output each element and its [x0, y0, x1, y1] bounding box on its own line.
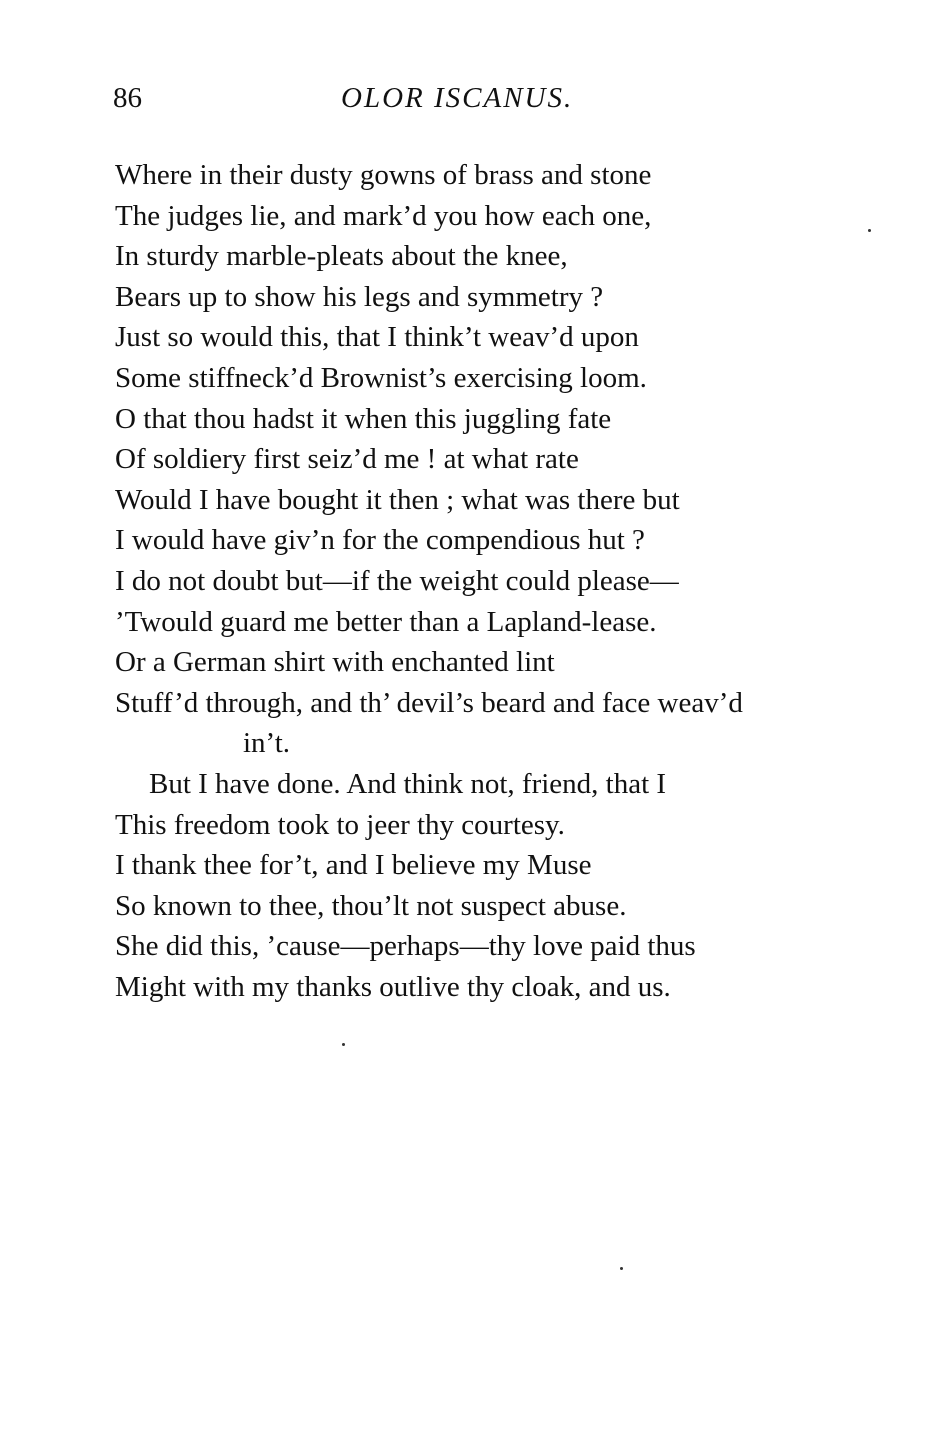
poem-line: Or a German shirt with enchanted lint [115, 646, 555, 679]
print-speck [620, 1267, 623, 1270]
poem-line: Would I have bought it then ; what was there but [115, 483, 680, 516]
poem-line: ’Twould guard me better than a Lapland-lease. [115, 605, 657, 638]
poem-line: So known to thee, thou’lt not suspect abuse. [115, 889, 627, 922]
poem-line: She did this, ’cause—perhaps—thy love paid thus [115, 930, 696, 963]
poem-line: Stuff’d through, and th’ devil’s beard and face weav’d [115, 686, 743, 719]
poem-line: Might with my thanks outlive thy cloak, and us. [115, 970, 671, 1003]
print-speck [868, 229, 871, 232]
print-speck [342, 1043, 345, 1046]
page-header [113, 78, 833, 118]
poem-line-continuation: in’t. [243, 727, 290, 760]
poem-line: I do not doubt but—if the weight could please— [115, 564, 679, 597]
poem-line: I thank thee for’t, and I believe my Muse [115, 849, 592, 882]
running-head: OLOR ISCANUS. [341, 82, 574, 114]
poem-line: O that thou hadst it when this juggling fate [115, 402, 612, 435]
poem-line: I would have giv’n for the compendious hut ? [115, 524, 645, 557]
poem-line: The judges lie, and mark’d you how each one, [115, 199, 652, 232]
poem-line: Bears up to show his legs and symmetry ? [115, 280, 604, 313]
poem-text [115, 155, 895, 1007]
poem-line: Some stiffneck’d Brownist’s exercising loom. [115, 361, 647, 394]
poem-line: But I have done. And think not, friend, that I [149, 767, 667, 800]
poem-line: In sturdy marble-pleats about the knee, [115, 240, 568, 273]
poem-line: Just so would this, that I think’t weav’d upon [115, 321, 639, 354]
poem-line: Of soldiery first seiz’d me ! at what rate [115, 443, 579, 476]
poem-line: This freedom took to jeer thy courtesy. [115, 808, 565, 841]
page-number: 86 [113, 82, 142, 114]
poem-line: Where in their dusty gowns of brass and stone [115, 159, 652, 191]
